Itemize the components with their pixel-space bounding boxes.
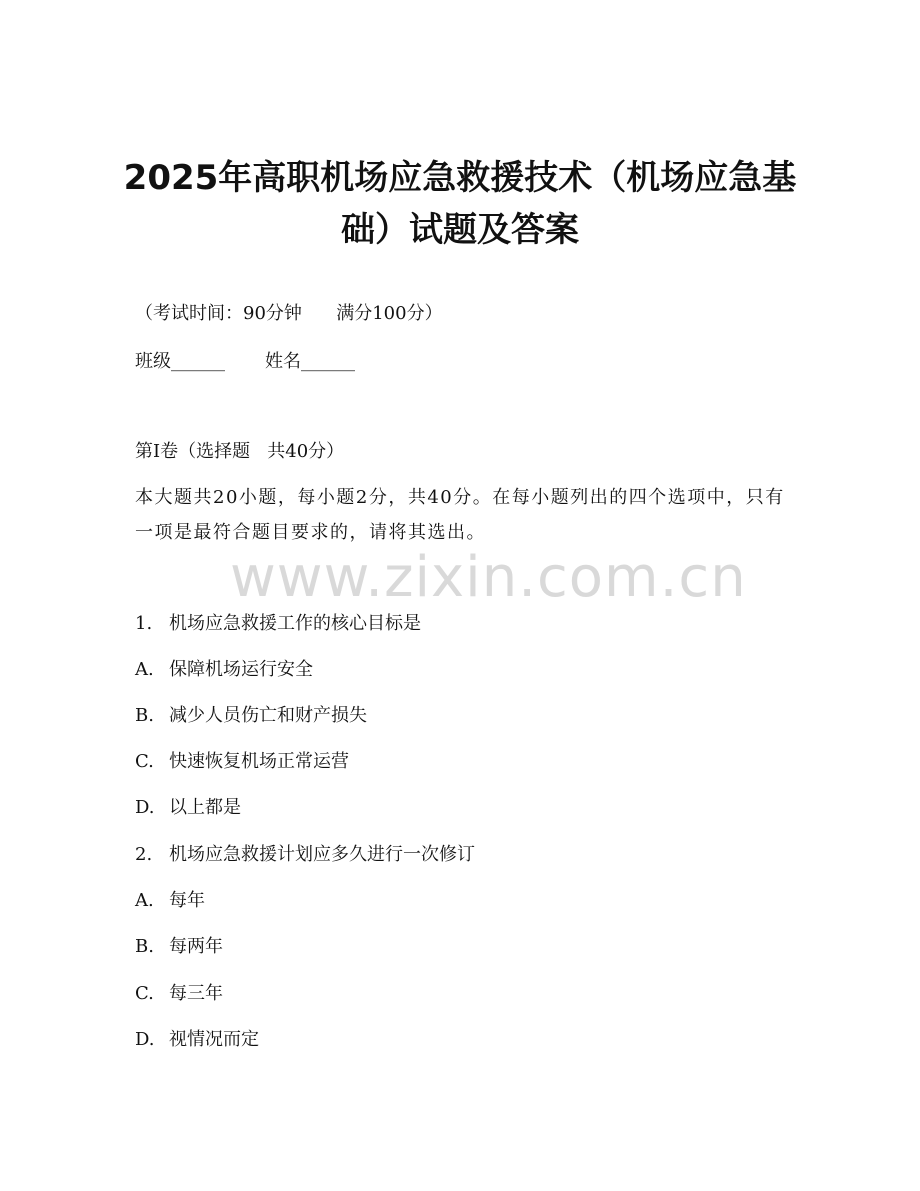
answer-option bbox=[135, 658, 313, 682]
option-text: 每两年 bbox=[169, 936, 223, 957]
option-letter: C. bbox=[135, 751, 154, 772]
section-heading: 第I卷（选择题 共40分） bbox=[135, 441, 345, 462]
question-stem bbox=[135, 612, 421, 636]
option-letter: D. bbox=[135, 1029, 155, 1050]
option-letter: B. bbox=[135, 936, 154, 957]
option-text: 视情况而定 bbox=[169, 1029, 259, 1050]
option-text: 以上都是 bbox=[169, 797, 241, 818]
option-letter: B. bbox=[135, 705, 154, 726]
instructions: 本大题共20小题，每小题2分，共40分。在每小题列出的四个选项中，只有一项是最符合题目要求的，请将其选出。 bbox=[135, 487, 785, 543]
option-text: 减少人员伤亡和财产损失 bbox=[169, 705, 367, 726]
class-name-line: 班级______ 姓名______ bbox=[135, 351, 356, 372]
answer-option bbox=[135, 982, 223, 1006]
option-text: 每三年 bbox=[169, 983, 223, 1004]
page-title: 2025年高职机场应急救援技术（机场应急基础）试题及答案 bbox=[123, 158, 797, 250]
option-letter: A. bbox=[135, 890, 154, 911]
question-number: 2. bbox=[135, 844, 153, 865]
question-number: 1. bbox=[135, 613, 153, 634]
question-text: 机场应急救援工作的核心目标是 bbox=[169, 613, 421, 634]
answer-option bbox=[135, 889, 205, 913]
option-letter: A. bbox=[135, 659, 154, 680]
question-text: 机场应急救援计划应多久进行一次修订 bbox=[169, 844, 475, 865]
option-letter: C. bbox=[135, 983, 154, 1004]
answer-option bbox=[135, 1028, 259, 1052]
option-text: 快速恢复机场正常运营 bbox=[169, 751, 349, 772]
answer-option bbox=[135, 750, 349, 774]
question-stem bbox=[135, 843, 475, 867]
answer-option bbox=[135, 796, 241, 820]
option-letter: D. bbox=[135, 797, 155, 818]
option-text: 每年 bbox=[169, 890, 205, 911]
watermark: www.zixin.com.cn bbox=[230, 545, 747, 610]
answer-option bbox=[135, 935, 223, 959]
option-text: 保障机场运行安全 bbox=[169, 659, 313, 680]
answer-option bbox=[135, 704, 367, 728]
exam-info: （考试时间：90分钟 满分100分） bbox=[135, 303, 443, 324]
